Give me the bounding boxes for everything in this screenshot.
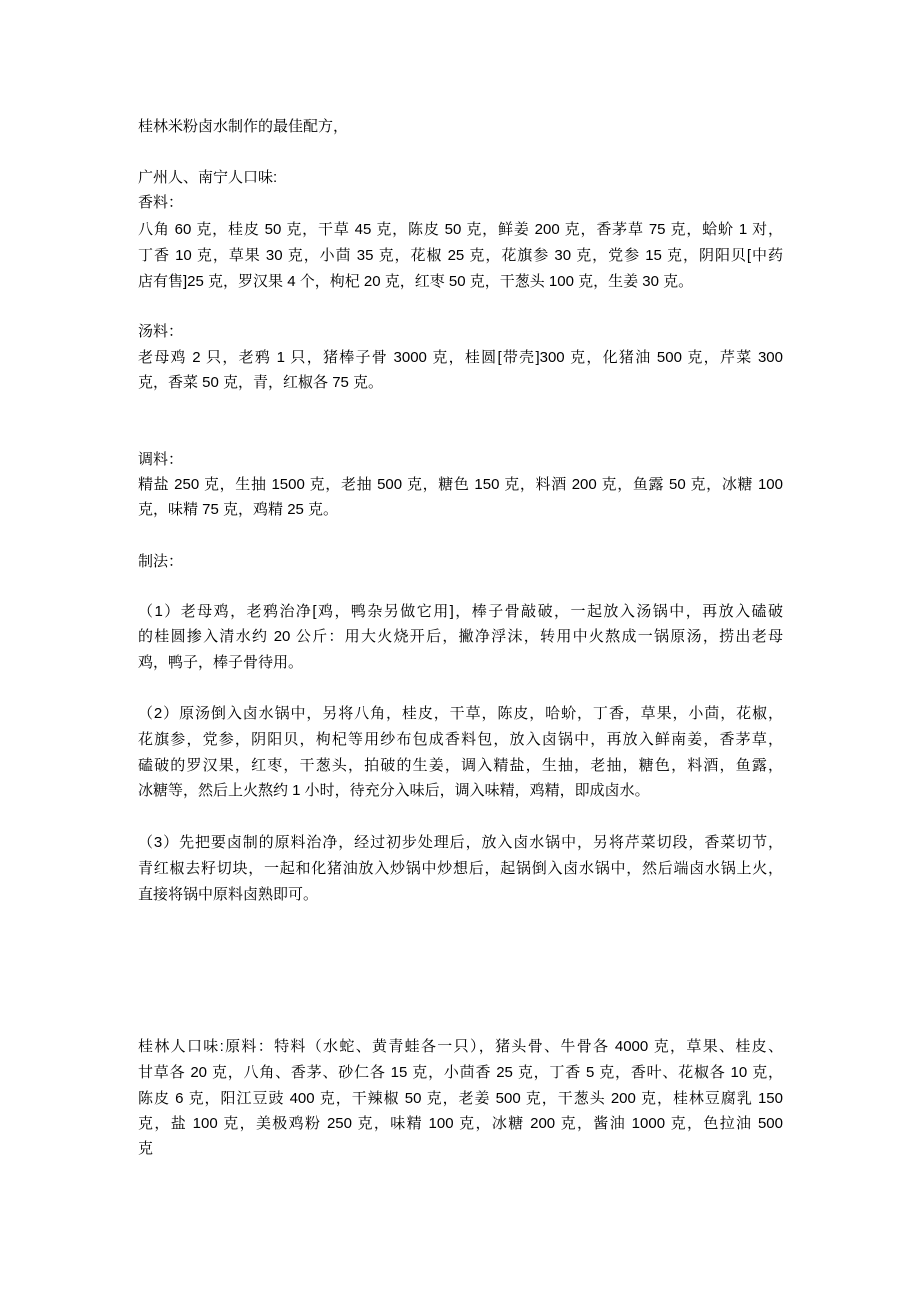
method-step-2-line: 冰糖等，然后上火熬约 1 小时，待充分入味后，调入味精，鸡精，即成卤水。 <box>138 782 650 799</box>
method-step-3-line: 青红椒去籽切块，一起和化猪油放入炒锅中炒想后，起锅倒入卤水锅中，然后端卤水锅上火， <box>138 860 783 877</box>
seasoning-label: 调料： <box>138 451 184 468</box>
guilin-recipe-line: 桂林人口味:原料：特料（水蛇、黄青蛙各一只），猪头骨、牛骨各 4000 克，草果、桂皮、 <box>138 1038 783 1055</box>
seasoning-line: 克，味精 75 克，鸡精 25 克。 <box>138 501 339 518</box>
spices-line: 丁香 10 克，草果 30 克，小茴 35 克，花椒 25 克，花旗参 30 克，党参 15 克，阴阳贝[中药 <box>138 247 783 264</box>
seasoning-line: 精盐 250 克，生抽 1500 克，老抽 500 克，糖色 150 克，料酒 200 克，鱼露 50 克，冰糖 100 <box>138 476 783 493</box>
method-step-2-line: （2）原汤倒入卤水锅中，另将八角，桂皮，干草，陈皮，哈蚧，丁香，草果，小茴，花椒， <box>138 705 783 722</box>
guilin-recipe-line: 甘草各 20 克，八角、香茅、砂仁各 15 克，小茴香 25 克，丁香 5 克，香叶、花椒各 10 克， <box>138 1064 783 1081</box>
method-step-1-line: 鸡，鸭子，棒子骨待用。 <box>138 654 304 671</box>
method-step-1-line: （1）老母鸡，老鸦治净[鸡，鸭杂另做它用]，棒子骨敲破，一起放入汤锅中，再放入磕破 <box>138 603 783 620</box>
spices-line: 店有售]25 克，罗汉果 4 个，枸杞 20 克，红枣 50 克，干葱头 100 克，生姜 30 克。 <box>138 273 694 290</box>
guilin-recipe-line: 克，盐 100 克，美极鸡粉 250 克，味精 100 克，冰糖 200 克，酱油 1000 克，色拉油 500 <box>138 1115 783 1132</box>
soup-line: 克，香菜 50 克，青，红椒各 75 克。 <box>138 374 384 391</box>
method-step-3-line: 直接将锅中原料卤熟即可。 <box>138 886 319 903</box>
method-step-3-line: （3）先把要卤制的原料治净，经过初步处理后，放入卤水锅中，另将芹菜切段，香菜切节， <box>138 834 783 851</box>
spices-label: 香料： <box>138 194 184 211</box>
method-step-2-line: 磕破的罗汉果，红枣，干葱头，拍破的生姜，调入精盐，生抽，老抽，糖色，料酒，鱼露， <box>138 757 783 774</box>
spices-line: 八角 60 克，桂皮 50 克，干草 45 克，陈皮 50 克，鲜姜 200 克，香茅草 75 克，蛤蚧 1 对， <box>138 221 783 238</box>
guilin-recipe-line: 陈皮 6 克，阳江豆豉 400 克，干辣椒 50 克，老姜 500 克，干葱头 200 克，桂林豆腐乳 150 <box>138 1090 783 1107</box>
document-title: 桂林米粉卤水制作的最佳配方， <box>138 118 349 135</box>
method-label: 制法： <box>138 553 184 570</box>
guilin-recipe-line: 克 <box>138 1140 154 1157</box>
soup-label: 汤料： <box>138 323 184 340</box>
soup-line: 老母鸡 2 只，老鸦 1 只，猪棒子骨 3000 克，桂圆[带壳]300 克，化猪油 500 克，芹菜 300 <box>138 349 783 366</box>
method-step-1-line: 的桂圆掺入清水约 20 公斤：用大火烧开后，撇净浮沫，转用中火熬成一锅原汤，捞出老母 <box>138 628 783 645</box>
method-step-2-line: 花旗参，党参，阴阳贝，枸杞等用纱布包成香料包，放入卤锅中，再放入鲜南姜，香茅草， <box>138 731 783 748</box>
section-heading-guangzhou-nanning: 广州人、南宁人口味: <box>138 169 278 186</box>
